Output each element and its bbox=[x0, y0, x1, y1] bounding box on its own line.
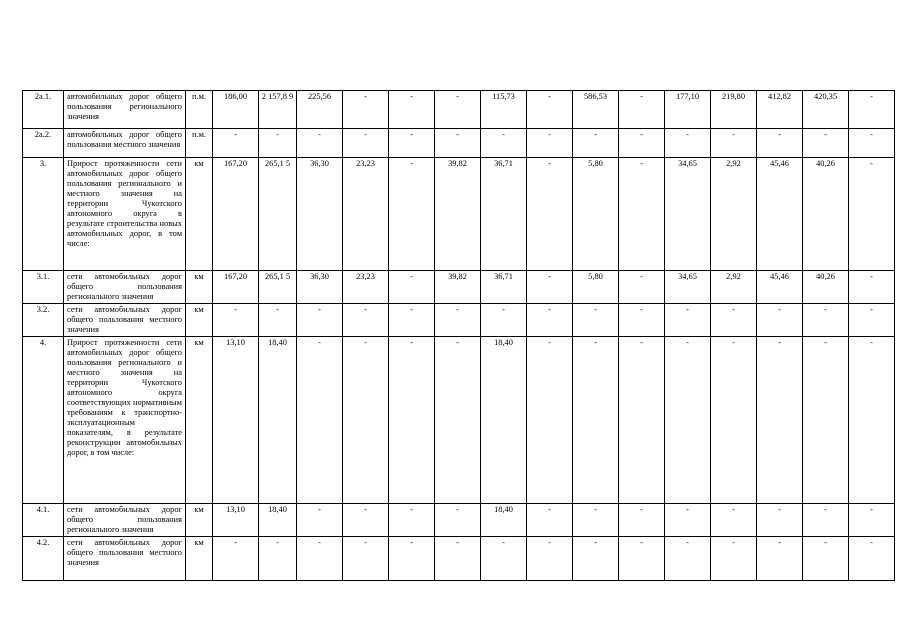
value-cell: - bbox=[803, 504, 849, 537]
value-cell: - bbox=[757, 304, 803, 337]
value-cell: - bbox=[297, 129, 343, 158]
value-cell: 2,92 bbox=[711, 271, 757, 304]
value-cell: - bbox=[757, 504, 803, 537]
value-cell: - bbox=[711, 537, 757, 581]
row-name: сети автомобильных дорог общего пользования местного значения bbox=[64, 304, 186, 337]
row-unit: км bbox=[186, 337, 213, 504]
value-cell: - bbox=[389, 504, 435, 537]
value-cell: - bbox=[619, 129, 665, 158]
value-cell: 39,82 bbox=[435, 271, 481, 304]
value-cell: - bbox=[213, 129, 259, 158]
value-cell: - bbox=[297, 504, 343, 537]
row-number: 3.1. bbox=[23, 271, 64, 304]
value-cell: 2,92 bbox=[711, 158, 757, 271]
value-cell: 167,20 bbox=[213, 271, 259, 304]
value-cell: 23,23 bbox=[343, 158, 389, 271]
value-cell: - bbox=[435, 129, 481, 158]
value-cell: - bbox=[711, 504, 757, 537]
value-cell: - bbox=[619, 537, 665, 581]
value-cell: - bbox=[619, 271, 665, 304]
value-cell: 18,40 bbox=[481, 504, 527, 537]
value-cell: 219,80 bbox=[711, 91, 757, 129]
value-cell: - bbox=[711, 304, 757, 337]
value-cell: 5,80 bbox=[573, 271, 619, 304]
value-cell: - bbox=[389, 158, 435, 271]
value-cell: - bbox=[573, 504, 619, 537]
table-row bbox=[23, 337, 895, 504]
value-cell: - bbox=[389, 91, 435, 129]
value-cell: 23,23 bbox=[343, 271, 389, 304]
row-unit: п.м. bbox=[186, 91, 213, 129]
value-cell: - bbox=[343, 504, 389, 537]
value-cell: 412,82 bbox=[757, 91, 803, 129]
value-cell: - bbox=[573, 337, 619, 504]
value-cell: 34,65 bbox=[665, 271, 711, 304]
value-cell: 36,71 bbox=[481, 158, 527, 271]
value-cell: - bbox=[343, 91, 389, 129]
value-cell: - bbox=[435, 304, 481, 337]
table-row bbox=[23, 158, 895, 271]
value-cell: - bbox=[389, 129, 435, 158]
value-cell: - bbox=[665, 504, 711, 537]
row-name: сети автомобильных дорог общего пользования местного значения bbox=[64, 537, 186, 581]
value-cell: - bbox=[803, 537, 849, 581]
value-cell: - bbox=[619, 304, 665, 337]
value-cell: - bbox=[849, 271, 895, 304]
value-cell: 40,26 bbox=[803, 158, 849, 271]
row-number: 2а.1. bbox=[23, 91, 64, 129]
value-cell: 586,53 bbox=[573, 91, 619, 129]
value-cell: - bbox=[619, 337, 665, 504]
value-cell: 39,82 bbox=[435, 158, 481, 271]
row-unit: км bbox=[186, 504, 213, 537]
value-cell: - bbox=[849, 91, 895, 129]
value-cell: - bbox=[343, 304, 389, 337]
row-unit: км bbox=[186, 271, 213, 304]
value-cell: - bbox=[259, 129, 297, 158]
value-cell: - bbox=[527, 129, 573, 158]
value-cell: - bbox=[297, 337, 343, 504]
value-cell: 265,1 5 bbox=[259, 271, 297, 304]
value-cell: 5,80 bbox=[573, 158, 619, 271]
value-cell: 34,65 bbox=[665, 158, 711, 271]
value-cell: - bbox=[213, 537, 259, 581]
table-row bbox=[23, 271, 895, 304]
value-cell: - bbox=[573, 537, 619, 581]
value-cell: - bbox=[803, 337, 849, 504]
value-cell: 45,46 bbox=[757, 158, 803, 271]
row-name: сети автомобильных дорог общего пользования регионального значения bbox=[64, 271, 186, 304]
value-cell: - bbox=[803, 129, 849, 158]
value-cell: - bbox=[527, 504, 573, 537]
value-cell: - bbox=[259, 537, 297, 581]
value-cell: - bbox=[389, 304, 435, 337]
value-cell: 45,46 bbox=[757, 271, 803, 304]
row-name: Прирост протяженности сети автомобильных дорог общего пользования регионального и местного значения на территории Чукотского автономного округа в результате строительства новых автомобильных дорог, в том числе: bbox=[64, 158, 186, 271]
value-cell: 225,56 bbox=[297, 91, 343, 129]
value-cell: - bbox=[619, 158, 665, 271]
value-cell: - bbox=[527, 271, 573, 304]
value-cell: - bbox=[757, 337, 803, 504]
value-cell: 36,71 bbox=[481, 271, 527, 304]
value-cell: - bbox=[435, 537, 481, 581]
table-row bbox=[23, 91, 895, 129]
value-cell: - bbox=[665, 537, 711, 581]
value-cell: - bbox=[389, 337, 435, 504]
value-cell: 420,35 bbox=[803, 91, 849, 129]
value-cell: 13,10 bbox=[213, 337, 259, 504]
value-cell: - bbox=[435, 91, 481, 129]
table-row bbox=[23, 537, 895, 581]
row-name: автомобильных дорог общего пользования местного значения bbox=[64, 129, 186, 158]
row-unit: км bbox=[186, 304, 213, 337]
value-cell: - bbox=[849, 304, 895, 337]
value-cell: - bbox=[389, 537, 435, 581]
value-cell: - bbox=[343, 337, 389, 504]
value-cell: 186,00 bbox=[213, 91, 259, 129]
table-row bbox=[23, 304, 895, 337]
value-cell: 18,40 bbox=[481, 337, 527, 504]
value-cell: - bbox=[665, 337, 711, 504]
value-cell: 18,40 bbox=[259, 337, 297, 504]
value-cell: - bbox=[665, 304, 711, 337]
value-cell: - bbox=[757, 537, 803, 581]
value-cell: - bbox=[297, 304, 343, 337]
value-cell: 177,10 bbox=[665, 91, 711, 129]
row-unit: км bbox=[186, 158, 213, 271]
value-cell: - bbox=[259, 304, 297, 337]
value-cell: - bbox=[481, 129, 527, 158]
value-cell: - bbox=[389, 271, 435, 304]
row-number: 4. bbox=[23, 337, 64, 504]
value-cell: - bbox=[619, 91, 665, 129]
value-cell: - bbox=[435, 337, 481, 504]
value-cell: - bbox=[343, 537, 389, 581]
value-cell: 36,30 bbox=[297, 158, 343, 271]
value-cell: - bbox=[803, 304, 849, 337]
value-cell: - bbox=[527, 304, 573, 337]
value-cell: - bbox=[849, 129, 895, 158]
value-cell: - bbox=[573, 129, 619, 158]
value-cell: - bbox=[481, 304, 527, 337]
row-name: сети автомобильных дорог общего пользования регионального значения bbox=[64, 504, 186, 537]
value-cell: 2 157,8 9 bbox=[259, 91, 297, 129]
value-cell: - bbox=[435, 504, 481, 537]
value-cell: - bbox=[527, 91, 573, 129]
value-cell: - bbox=[573, 304, 619, 337]
value-cell: - bbox=[527, 158, 573, 271]
value-cell: - bbox=[711, 337, 757, 504]
value-cell: - bbox=[711, 129, 757, 158]
row-name: Прирост протяженности сети автомобильных дорог общего пользования регионального и местного значения на территории Чукотского автономного округа соответствующих нормативным требованиям к транспортно-эксплуатационным показателям, в результате реконструкции автомобильных дорог, в том числе: bbox=[64, 337, 186, 504]
table-row bbox=[23, 504, 895, 537]
value-cell: - bbox=[849, 158, 895, 271]
value-cell: - bbox=[849, 504, 895, 537]
row-number: 3. bbox=[23, 158, 64, 271]
value-cell: - bbox=[665, 129, 711, 158]
row-name: автомобильных дорог общего пользования регионального значения bbox=[64, 91, 186, 129]
value-cell: 115,73 bbox=[481, 91, 527, 129]
value-cell: 167,20 bbox=[213, 158, 259, 271]
row-unit: п.м. bbox=[186, 129, 213, 158]
row-unit: км bbox=[186, 537, 213, 581]
value-cell: - bbox=[849, 537, 895, 581]
table-body bbox=[23, 91, 895, 581]
row-number: 4.1. bbox=[23, 504, 64, 537]
value-cell: - bbox=[849, 337, 895, 504]
value-cell: - bbox=[481, 537, 527, 581]
value-cell: - bbox=[343, 129, 389, 158]
value-cell: 18,40 bbox=[259, 504, 297, 537]
row-number: 2а.2. bbox=[23, 129, 64, 158]
value-cell: 13,10 bbox=[213, 504, 259, 537]
value-cell: - bbox=[527, 537, 573, 581]
value-cell: 265,1 5 bbox=[259, 158, 297, 271]
indicators-table bbox=[22, 90, 895, 581]
value-cell: - bbox=[619, 504, 665, 537]
row-number: 3.2. bbox=[23, 304, 64, 337]
value-cell: 40,26 bbox=[803, 271, 849, 304]
value-cell: - bbox=[527, 337, 573, 504]
value-cell: - bbox=[757, 129, 803, 158]
table-row bbox=[23, 129, 895, 158]
value-cell: - bbox=[213, 304, 259, 337]
value-cell: - bbox=[297, 537, 343, 581]
row-number: 4.2. bbox=[23, 537, 64, 581]
value-cell: 36,30 bbox=[297, 271, 343, 304]
